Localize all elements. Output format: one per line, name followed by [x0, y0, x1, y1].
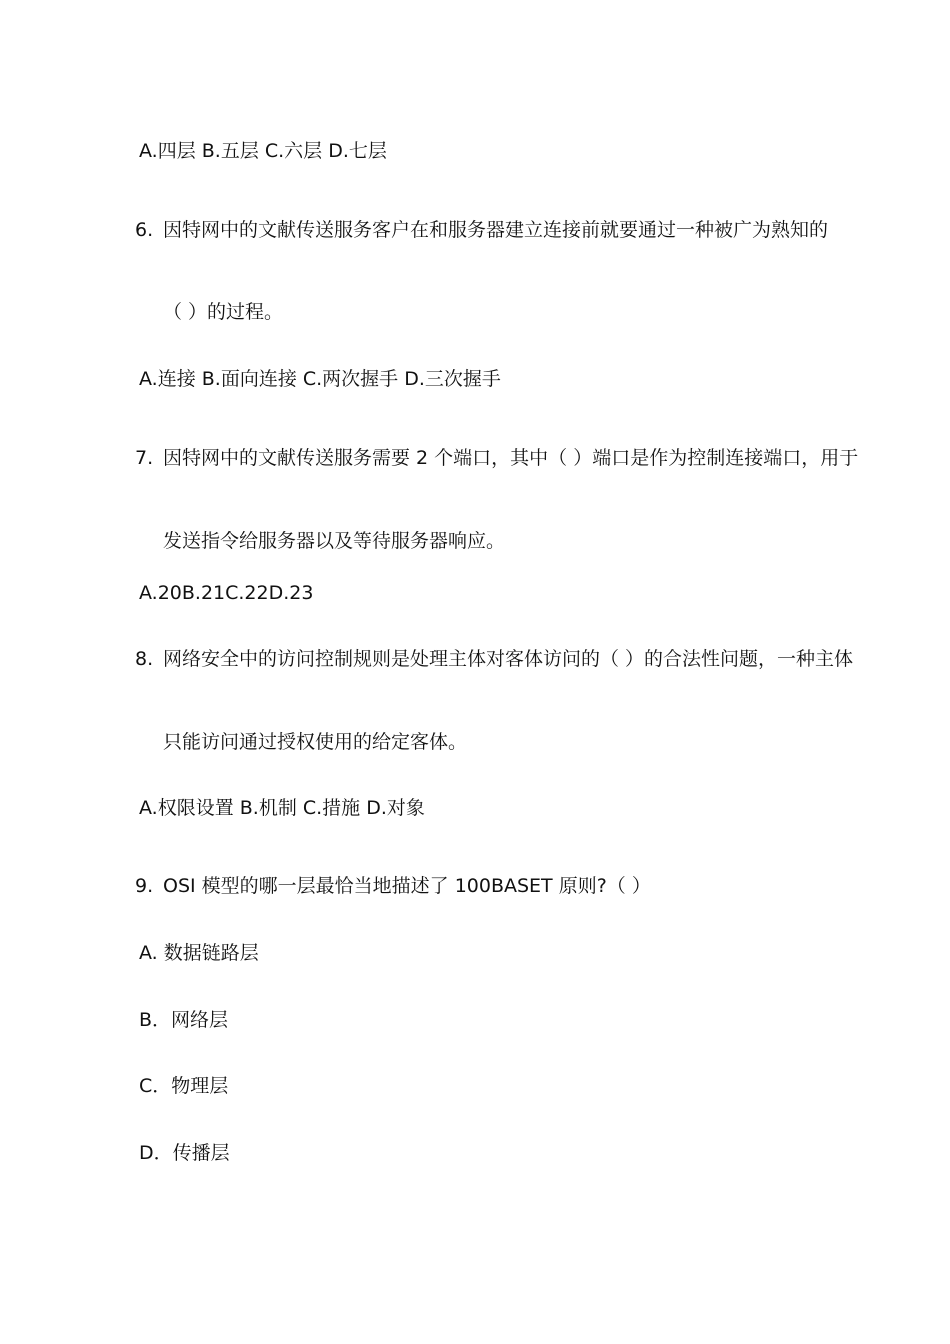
- q6-number: 6.: [135, 219, 154, 241]
- q9-option-b: B．网络层: [139, 1009, 229, 1031]
- q6-stem-line-1: [135, 217, 828, 243]
- q9-stem-line-1: [135, 873, 651, 899]
- q9-option-d: D．传播层: [139, 1142, 230, 1164]
- q6-text-1: 因特网中的文献传送服务客户在和服务器建立连接前就要通过一种被广为熟知的: [163, 219, 829, 241]
- q8-text-1: 网络安全中的访问控制规则是处理主体对客体访问的（ ）的合法性问题，一种主体: [163, 648, 854, 670]
- q7-text-1: 因特网中的文献传送服务需要 2 个端口，其中（ ）端口是作为控制连接端口，用于: [163, 447, 859, 469]
- q8-options: A.权限设置 B.机制 C.措施 D.对象: [139, 797, 425, 819]
- q7-options: A.20B.21C.22D.23: [139, 582, 314, 604]
- q6-options: A.连接 B.面向连接 C.两次握手 D.三次握手: [139, 368, 501, 390]
- q9-text-1: OSI 模型的哪一层最恰当地描述了 100BASET 原则?（ ）: [163, 875, 651, 897]
- q7-stem-line-2: 发送指令给服务器以及等待服务器响应。: [163, 530, 506, 552]
- q7-stem-line-1: [135, 445, 858, 471]
- q8-stem-line-2: 只能访问通过授权使用的给定客体。: [163, 731, 468, 753]
- q7-number: 7.: [135, 447, 154, 469]
- q8-number: 8.: [135, 648, 154, 670]
- q9-option-a: A. 数据链路层: [139, 942, 259, 964]
- q6-stem-line-2: （ ）的过程。: [163, 301, 284, 323]
- q5-options: A.四层 B.五层 C.六层 D.七层: [139, 140, 387, 162]
- q9-number: 9.: [135, 875, 154, 897]
- q9-option-c: C．物理层: [139, 1075, 229, 1097]
- q8-stem-line-1: [135, 646, 853, 672]
